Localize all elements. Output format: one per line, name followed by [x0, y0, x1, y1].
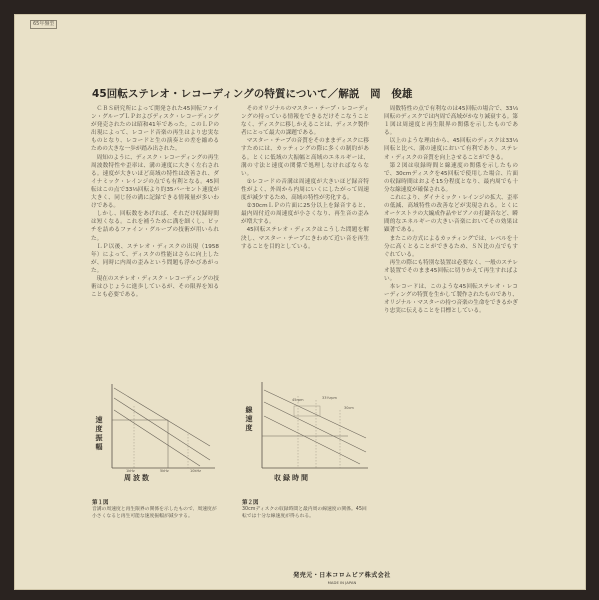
- fig1-tick-2: 5kHz: [160, 469, 169, 473]
- fig2-tick-3: 30cm: [344, 406, 354, 410]
- paragraph: 周知のように、ディスク・レコーディングの再生周波数特性や歪率は、溝の速度に大きく左右される。速度が大きいほど高域の特性は改善され、ダイナミック・レインジの点でも有利となる。45回転はこの点で33⅓回転より約35パーセント速度が大きく、同じ径の溝に記録できる情報量が多いわけである。: [91, 154, 219, 210]
- paragraph: またこの方式によるカッティングでは、レベルを十分に高くとることができるため、ＳＮ比の点でもすぐれている。: [384, 235, 518, 258]
- fig1-tick-1: 1kHz: [126, 469, 135, 473]
- paragraph: ①レコードの音溝は周速度が大きいほど録音特性がよく、外周から内周にいくにしたがって周速度が減少するため、高域の特性が劣化する。: [241, 178, 369, 202]
- text-column-3: [384, 105, 518, 578]
- fig2-x-label: 収録時間: [274, 474, 310, 482]
- paragraph: 45回転ステレオ・ディスクはこうした問題を解決し、マスター・テープにきわめて近い音を再生することを目的としている。: [241, 227, 369, 250]
- paragraph: 再生の際にも特別な装置は必要なく、一般のステレオ装置でそのまま45回転に切りかえて再生すればよい。: [384, 259, 518, 282]
- paragraph: 本レコードは、このような45回転ステレオ・レコーディングの特質を生かして製作されたものであり、オリジナル・マスターの持つ音楽の生命をできるかぎり忠実に伝えることを目標としている。: [384, 284, 518, 315]
- fig1-y-label: 速度振幅: [95, 416, 103, 452]
- made-in-label: MADE IN JAPAN: [327, 580, 357, 585]
- publisher-label: 発売元・日本コロムビア株式会社: [293, 572, 391, 579]
- fig1-tick-3: 10kHz: [190, 469, 201, 473]
- fig2-curve-a: [264, 390, 366, 438]
- paragraph: 周数特性の点で有利なのは45回転の場合で、33⅓回転のディスクでは内周で高域がかなり減衰する。第１図は周速度と再生限界の関係を示したものである。: [384, 106, 518, 137]
- fig2-tick-1: 45rpm: [292, 398, 304, 402]
- paragraph: しかし、回転数をあげれば、それだけ収録時間は短くなる。これを補うために溝を細くし、ピッチを詰めるファイン・グループの技術が用いられた。: [91, 211, 219, 242]
- paragraph: ＣＢＳ研究所によって開発された45回転ファイン・グループＬＰおよびディスク・レコーディングが発売されたのは昭和41年であった。このＬＰの出現によって、レコード音楽の再生はより忠実なものとなり、レコードと生の演奏との差を縮めるための大きな一歩が踏み出された。: [91, 106, 219, 153]
- paragraph: 現在のステレオ・ディスク・レコーディングの技術はひじょうに進歩しているが、その限界を知ることも必要である。: [91, 275, 219, 299]
- fig1-caption-text: 音溝の周速度と再生限界の関係を示したもので、周速度が小さくなると再生可能な速度振幅が減少する。: [92, 507, 217, 519]
- text-column-2: [241, 105, 369, 370]
- text-column-1: [91, 105, 219, 370]
- paragraph: 第２図は収録時間と線速度の関係を示したもので、30cmディスクを45回転で使用した場合、片面の収録時間はおよそ15分程度となり、最内周でも十分な線速度が確保される。: [384, 162, 518, 193]
- article-title: 45回転ステレオ・レコーディングの特質について／解説 岡 俊雄: [92, 88, 413, 100]
- fig1-caption-title: 第１図: [92, 500, 109, 506]
- paragraph: これにより、ダイナミック・レインジの拡大、歪率の低減、高域特性の改善などが実現される。とくにオーケストラの大編成作品やピアノの打鍵音など、瞬間的なエネルギーの大きい音楽においてその効果は顕著である。: [384, 195, 518, 234]
- paragraph: ＬＰ以後、ステレオ・ディスクの出現（1958年）によって、ディスクの性能はさらに向上したが、同時に内周の歪みという問題も浮かびあがった。: [91, 243, 219, 274]
- paragraph: そのオリジナルのマスター・テープ・レコーディングの持っている情報をできるだけそこなうことなく、ディスクに移しかえることは、ディスク製作者にとって最大の課題である。: [241, 106, 369, 137]
- fig2-caption-title: 第２図: [242, 500, 259, 506]
- fig1-curve-a: [114, 388, 210, 446]
- paragraph: 以上のような理由から、45回転のディスクは33⅓回転と比べ、溝の速度において有利であり、ステレオ・ディスクの音質を向上させることができる。: [384, 138, 518, 161]
- corner-code-label: 65年盤型: [30, 20, 57, 29]
- fig2-caption-text: 30cmディスクの収録時間と最内周の線速度の関係。45回転では十分な線速度が得られる。: [242, 507, 367, 519]
- fig1-curve-c: [114, 410, 200, 466]
- fig2-tick-2: 33⅓rpm: [322, 396, 337, 400]
- fig2-y-label: 線速度: [245, 406, 253, 433]
- paragraph: マスター・テープの音質をそのままディスクに移すためには、カッティングの際に多くの制約がある。とくに低域の大振幅と高域のエネルギーは、溝の寸法と速度の関係で処理しなければならない。: [241, 138, 369, 177]
- fig1-curve-b: [114, 398, 210, 460]
- figure-2: [240, 376, 372, 492]
- figure-1: [90, 376, 220, 492]
- figure-1-plot: [90, 376, 220, 492]
- fig1-x-label: 周波数: [124, 474, 151, 482]
- fig2-curve-c: [264, 416, 360, 464]
- paragraph: ②30cmＬＰの片面に25分以上を録音すると、最内周付近の周速度が小さくなり、再生音の歪みが増大する。: [241, 203, 369, 226]
- liner-sheet: [14, 14, 586, 590]
